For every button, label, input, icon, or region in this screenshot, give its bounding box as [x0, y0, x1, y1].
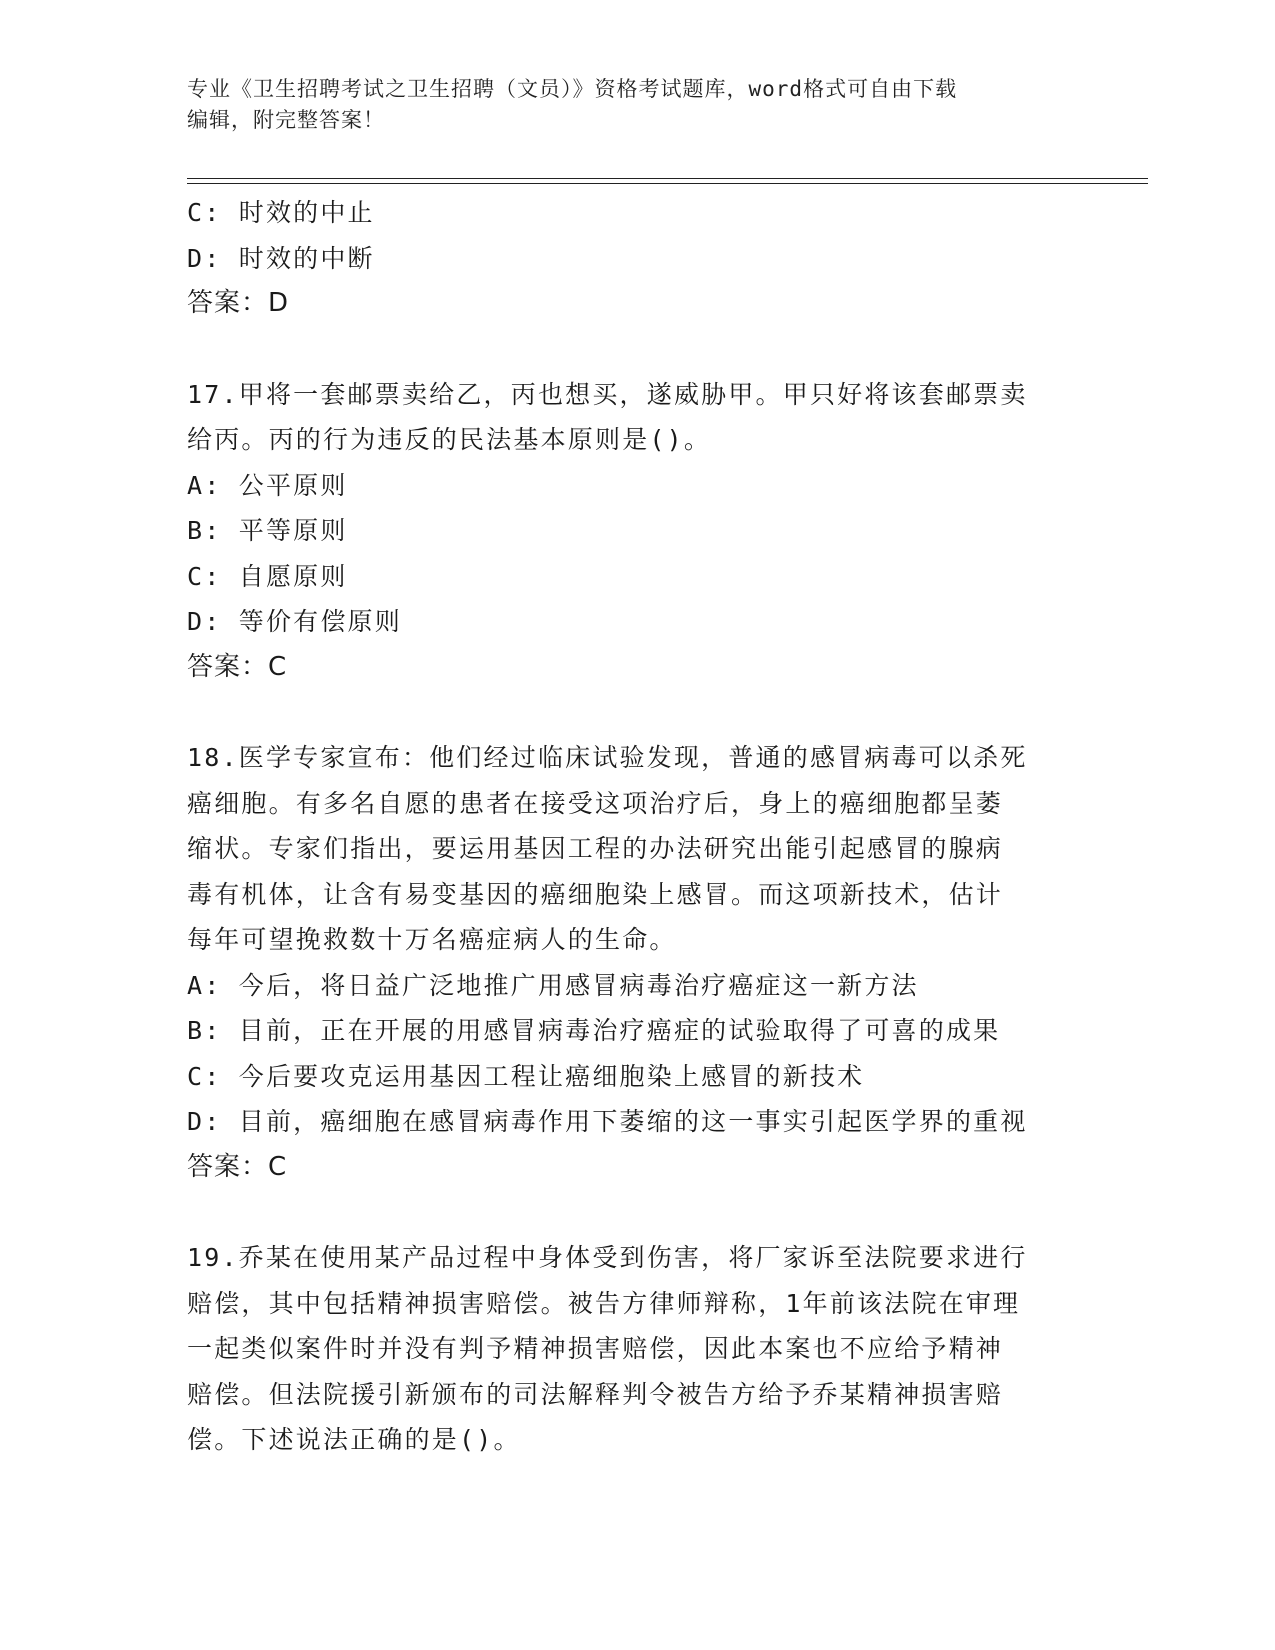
- option-c: C: 今后要攻克运用基因工程让癌细胞染上感冒的新技术: [187, 1061, 865, 1091]
- header-line-2: 编辑，附完整答案！: [187, 108, 385, 132]
- stem-line: 癌细胞。有多名自愿的患者在接受这项治疗后，身上的癌细胞都呈萎: [187, 788, 1004, 818]
- question-stem: [187, 1235, 1087, 1463]
- question-18: [187, 735, 1087, 1190]
- stem-line: 偿。下述说法正确的是()。: [187, 1425, 521, 1454]
- question-content: [187, 190, 1087, 1463]
- question-spacer: [187, 1190, 1087, 1235]
- stem-line: 17.甲将一套邮票卖给乙，丙也想买，遂威胁甲。甲只好将该套邮票卖: [187, 379, 1028, 409]
- option-b: B: 平等原则: [187, 516, 348, 545]
- option-b: B: 目前，正在开展的用感冒病毒治疗癌症的试验取得了可喜的成果: [187, 1016, 1001, 1045]
- question-stem: [187, 372, 1087, 463]
- stem-line: 19.乔某在使用某产品过程中身体受到伤害，将厂家诉至法院要求进行: [187, 1243, 1028, 1272]
- stem-line: 缩状。专家们指出，要运用基因工程的办法研究出能引起感冒的腺病: [187, 834, 1004, 863]
- question-stem: [187, 735, 1087, 963]
- option-c: C: 时效的中止: [187, 198, 375, 227]
- stem-line: 赔偿。但法院援引新颁布的司法解释判令被告方给予乔某精神损害赔: [187, 1379, 1004, 1409]
- header-divider-top: [187, 178, 1148, 179]
- question-spacer: [187, 327, 1087, 372]
- option-d: D: 时效的中断: [187, 243, 375, 273]
- document-header: [187, 74, 1087, 136]
- answer-label: 答案：C: [187, 651, 288, 682]
- stem-line: 每年可望挽救数十万名癌症病人的生命。: [187, 925, 677, 954]
- header-line-1: 专业《卫生招聘考试之卫生招聘（文员）》资格考试题库，word格式可自由下载: [187, 77, 958, 101]
- answer-label: 答案：C: [187, 1151, 288, 1182]
- stem-line: 一起类似案件时并没有判予精神损害赔偿，因此本案也不应给予精神: [187, 1334, 1004, 1363]
- question-19: [187, 1235, 1087, 1463]
- option-a: A: 公平原则: [187, 470, 348, 500]
- stem-line: 赔偿，其中包括精神损害赔偿。被告方律师辩称，1年前该法院在审理: [187, 1288, 1021, 1318]
- answer-label: 答案：D: [187, 288, 290, 318]
- option-a: A: 今后，将日益广泛地推广用感冒病毒治疗癌症这一新方法: [187, 970, 919, 1000]
- question-spacer: [187, 690, 1087, 735]
- header-divider-bottom: [187, 183, 1148, 184]
- stem-line: 毒有机体，让含有易变基因的癌细胞染上感冒。而这项新技术，估计: [187, 879, 1004, 909]
- option-d: D: 等价有偿原则: [187, 607, 402, 636]
- option-d: D: 目前，癌细胞在感冒病毒作用下萎缩的这一事实引起医学界的重视: [187, 1107, 1028, 1136]
- stem-line: 给丙。丙的行为违反的民法基本原则是()。: [187, 425, 712, 454]
- question-17: [187, 372, 1087, 691]
- stem-line: 18.医学专家宣布：他们经过临床试验发现，普通的感冒病毒可以杀死: [187, 743, 1028, 772]
- option-c: C: 自愿原则: [187, 561, 348, 591]
- question-16-continued: [187, 190, 1087, 327]
